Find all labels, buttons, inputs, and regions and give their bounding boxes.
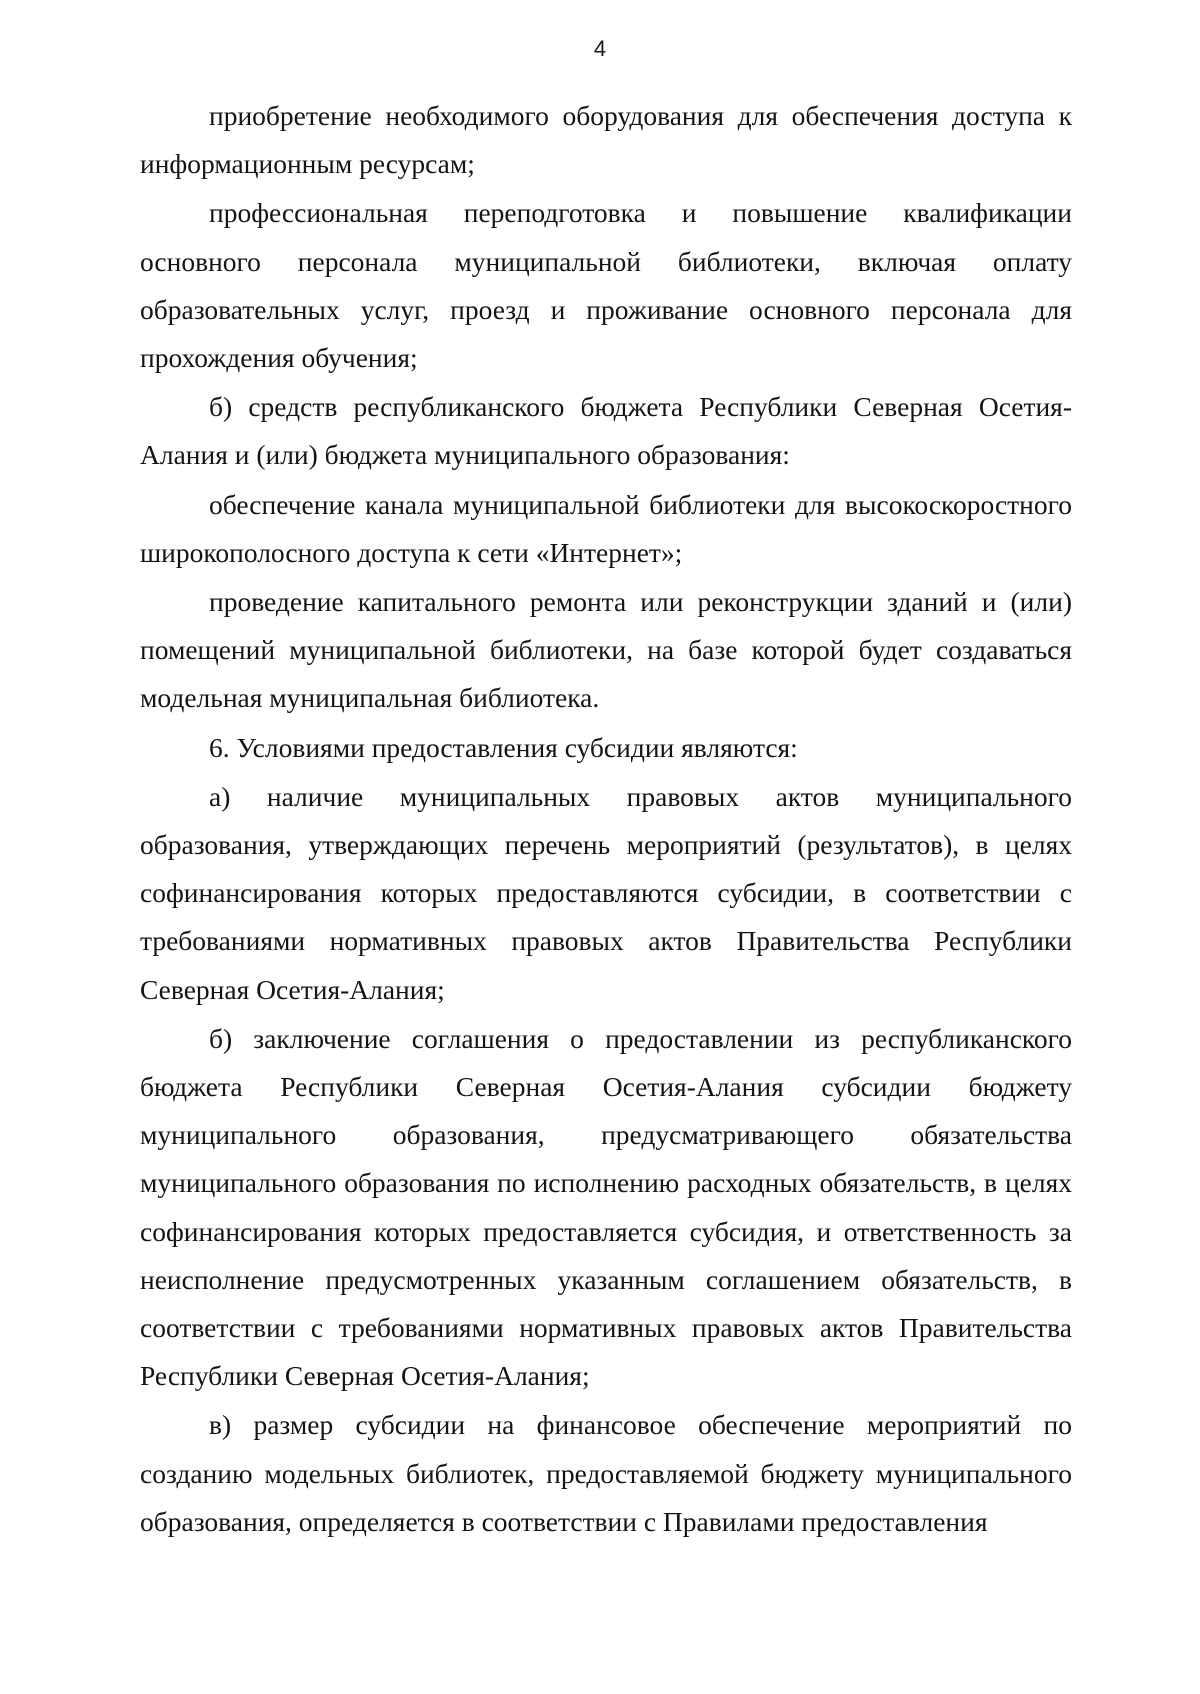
paragraph-staff-training: профессиональная переподготовка и повышение квалификации основного персонала муниципальной библиотеки, включая оплату образовательных услуг, проезд и проживание основного персонала для прохождения обучения; bbox=[140, 197, 1072, 374]
document-body bbox=[140, 92, 1072, 1547]
paragraph-internet-channel: обеспечение канала муниципальной библиотеки для высокоскоростного широкополосного доступа к сети «Интернет»; bbox=[140, 488, 1072, 568]
paragraph-republican-budget-funds: б) средств республиканского бюджета Республики Северная Осетия-Алания и (или) бюджета муниципального образования: bbox=[140, 391, 1072, 471]
paragraph-equipment-purchase: приобретение необходимого оборудования для обеспечения доступа к информационным ресурсам; bbox=[140, 100, 1072, 180]
page-number: 4 bbox=[593, 36, 607, 61]
paragraph-capital-repair: проведение капитального ремонта или реконструкции зданий и (или) помещений муниципальной библиотеки, на базе которой будет создаваться модельная муниципальная библиотека. bbox=[140, 586, 1072, 714]
paragraph-condition-a: а) наличие муниципальных правовых актов муниципального образования, утверждающих перечень мероприятий (результатов), в целях софинансирования которых предоставляются субсидии, в соответствии с требованиями нормативных правовых актов Правительства Республики Северная Осетия-Алания; bbox=[140, 780, 1072, 1005]
paragraph-subsidy-conditions-heading: 6. Условиями предоставления субсидии являются: bbox=[209, 731, 798, 763]
paragraph-condition-c: в) размер субсидии на финансовое обеспечение мероприятий по созданию модельных библиотек, предоставляемой бюджету муниципального образования, определяется в соответствии с Правилами предоставления bbox=[140, 1409, 1072, 1537]
paragraph-condition-b: б) заключение соглашения о предоставлении из республиканского бюджета Республики Северная Осетия-Алания субсидии бюджету муниципального образования, предусматривающего обязательства муниципального образования по исполнению расходных обязательств, в целях софинансирования которых предоставляется субсидия, и ответственность за неисполнение предусмотренных указанным соглашением обязательств, в соответствии с требованиями нормативных правовых актов Правительства Республики Северная Осетия-Алания; bbox=[140, 1022, 1072, 1392]
